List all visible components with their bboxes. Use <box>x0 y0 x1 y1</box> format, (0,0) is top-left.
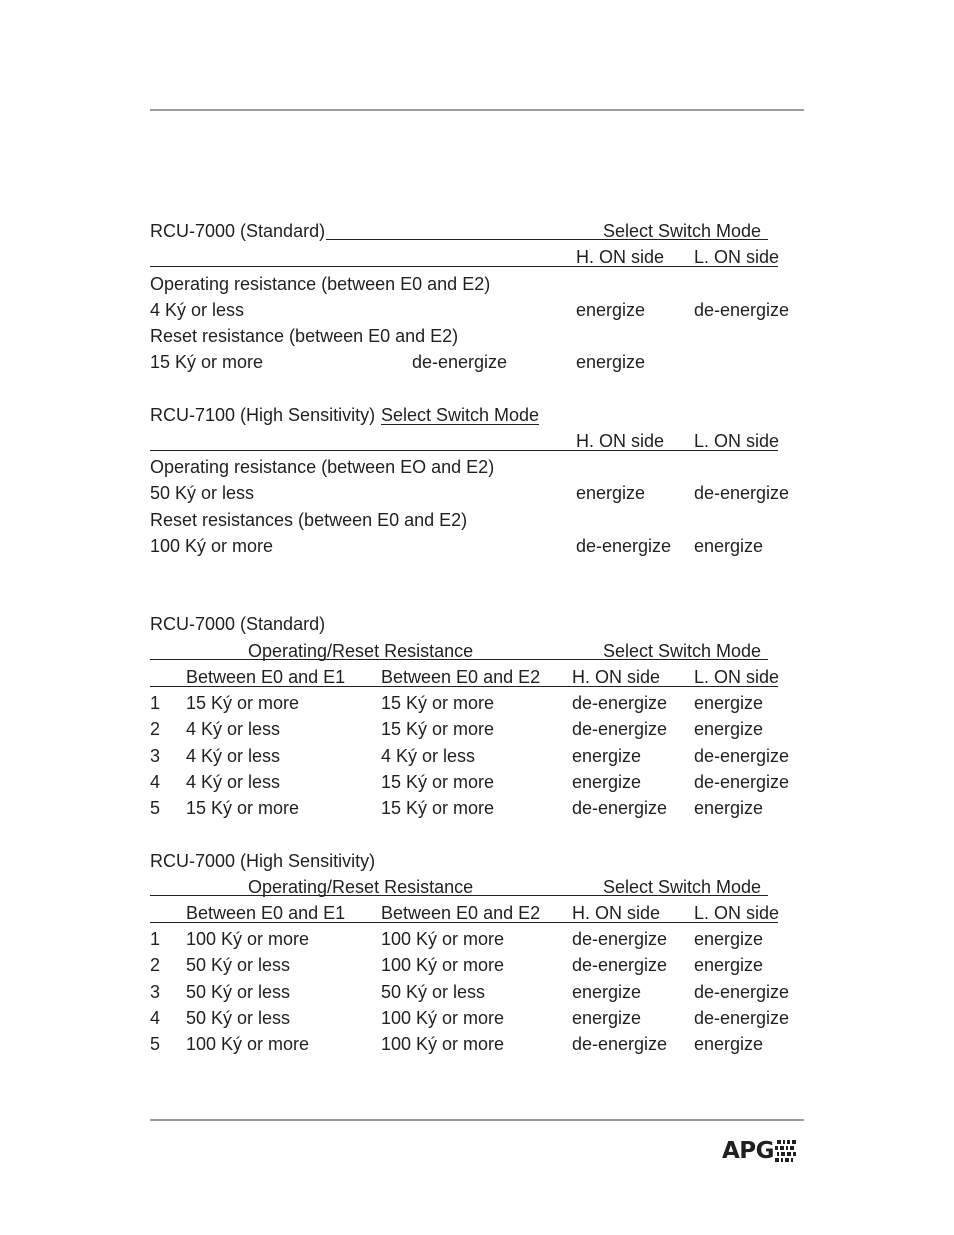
apg-logo <box>722 1138 797 1164</box>
row-number: 4 <box>150 772 161 792</box>
row-number: 2 <box>150 719 161 739</box>
row-number: 1 <box>150 693 161 713</box>
cell-e2: 100 Ký or more <box>381 929 505 949</box>
cell-h: de-energize <box>576 536 672 556</box>
cell-h: energize <box>576 483 646 503</box>
cell-h: energize <box>572 982 642 1002</box>
col-l-on-side: L. ON side <box>694 431 780 451</box>
cell-e2: 15 Ký or more <box>381 772 495 792</box>
cell-l: de-energize <box>694 772 790 792</box>
cell-e1: 4 Ký or less <box>186 746 281 766</box>
row-number: 3 <box>150 982 161 1002</box>
row-number: 5 <box>150 798 161 818</box>
cell-l: de-energize <box>694 483 790 503</box>
cell-l: energize <box>694 929 764 949</box>
section-title: RCU-7000 (High Sensitivity) <box>150 851 376 871</box>
cell-l: energize <box>694 693 764 713</box>
cell-h: energize <box>572 1008 642 1028</box>
cell-l: energize <box>694 1034 764 1054</box>
cell-h: de-energize <box>572 798 668 818</box>
section-title: RCU-7000 (Standard) <box>150 221 326 241</box>
cell-l: energize <box>694 536 764 556</box>
footer-rule <box>150 1119 804 1121</box>
cell-e1: 4 Ký or less <box>186 719 281 739</box>
cell-l: de-energize <box>694 982 790 1002</box>
cell-h: de-energize <box>572 693 668 713</box>
col-e0-e1: Between E0 and E1 <box>186 667 346 687</box>
row-number: 2 <box>150 955 161 975</box>
cell-e2: 100 Ký or more <box>381 955 505 975</box>
cell-e2: 100 Ký or more <box>381 1034 505 1054</box>
row-label: 50 Ký or less <box>150 483 255 503</box>
row-label: Operating resistance (between E0 and E2) <box>150 274 491 294</box>
cell-l: de-energize <box>694 1008 790 1028</box>
logo-grid-icon <box>775 1139 797 1163</box>
header-underline <box>150 686 778 687</box>
cell-e2: 4 Ký or less <box>381 746 476 766</box>
cell-e1: 15 Ký or more <box>186 693 300 713</box>
cell-l: energize <box>694 955 764 975</box>
operating-reset-header: Operating/Reset Resistance <box>248 877 474 897</box>
row-label: Operating resistance (between EO and E2) <box>150 457 495 477</box>
cell-e2: 15 Ký or more <box>381 719 495 739</box>
cell-l: energize <box>694 798 764 818</box>
col-e0-e1: Between E0 and E1 <box>186 903 346 923</box>
select-switch-mode-header: Select Switch Mode <box>603 877 762 897</box>
select-switch-mode-header: Select Switch Mode <box>381 405 540 425</box>
cell-h: de-energize <box>572 719 668 739</box>
header-underline <box>150 450 778 451</box>
col-h-on-side: H. ON side <box>572 667 661 687</box>
cell-h: energize <box>576 300 646 320</box>
select-switch-mode-header: Select Switch Mode <box>603 221 762 241</box>
header-underline <box>150 922 778 923</box>
cell-h: energize <box>572 746 642 766</box>
col-l-on-side: L. ON side <box>694 903 780 923</box>
cell-e1: 100 Ký or more <box>186 1034 310 1054</box>
section-title: RCU-7100 (High Sensitivity) <box>150 405 376 425</box>
row-label: 100 Ký or more <box>150 536 274 556</box>
col-l-on-side: L. ON side <box>694 667 780 687</box>
group-underline <box>150 659 768 660</box>
cell-e1: 4 Ký or less <box>186 772 281 792</box>
group-underline <box>150 895 768 896</box>
col-e0-e2: Between E0 and E2 <box>381 667 541 687</box>
cell-e1: 50 Ký or less <box>186 982 291 1002</box>
cell-h: de-energize <box>572 955 668 975</box>
cell-mid: de-energize <box>412 352 508 372</box>
section-title: RCU-7000 (Standard) <box>150 614 326 634</box>
select-switch-mode-header: Select Switch Mode <box>603 641 762 661</box>
cell-l: de-energize <box>694 746 790 766</box>
row-number: 1 <box>150 929 161 949</box>
cell-e1: 100 Ký or more <box>186 929 310 949</box>
row-label: 4 Ký or less <box>150 300 245 320</box>
row-number: 5 <box>150 1034 161 1054</box>
cell-e1: 50 Ký or less <box>186 955 291 975</box>
cell-h: de-energize <box>572 1034 668 1054</box>
cell-h: de-energize <box>572 929 668 949</box>
cell-l: energize <box>694 719 764 739</box>
cell-l: de-energize <box>694 300 790 320</box>
cell-e2: 100 Ký or more <box>381 1008 505 1028</box>
header-underline <box>150 266 778 267</box>
cell-e2: 15 Ký or more <box>381 693 495 713</box>
col-l-on-side: L. ON side <box>694 247 780 267</box>
header-rule <box>150 109 804 111</box>
cell-e1: 50 Ký or less <box>186 1008 291 1028</box>
col-h-on-side: H. ON side <box>572 903 661 923</box>
cell-h: energize <box>572 772 642 792</box>
col-h-on-side: H. ON side <box>576 431 665 451</box>
logo-text: APG <box>722 1138 775 1164</box>
cell-e1: 15 Ký or more <box>186 798 300 818</box>
col-h-on-side: H. ON side <box>576 247 665 267</box>
cell-e2: 15 Ký or more <box>381 798 495 818</box>
cell-e2: 50 Ký or less <box>381 982 486 1002</box>
row-number: 3 <box>150 746 161 766</box>
row-label: Reset resistances (between E0 and E2) <box>150 510 468 530</box>
col-e0-e2: Between E0 and E2 <box>381 903 541 923</box>
cell-h: energize <box>576 352 646 372</box>
row-number: 4 <box>150 1008 161 1028</box>
row-label: 15 Ký or more <box>150 352 264 372</box>
operating-reset-header: Operating/Reset Resistance <box>248 641 474 661</box>
row-label: Reset resistance (between E0 and E2) <box>150 326 459 346</box>
